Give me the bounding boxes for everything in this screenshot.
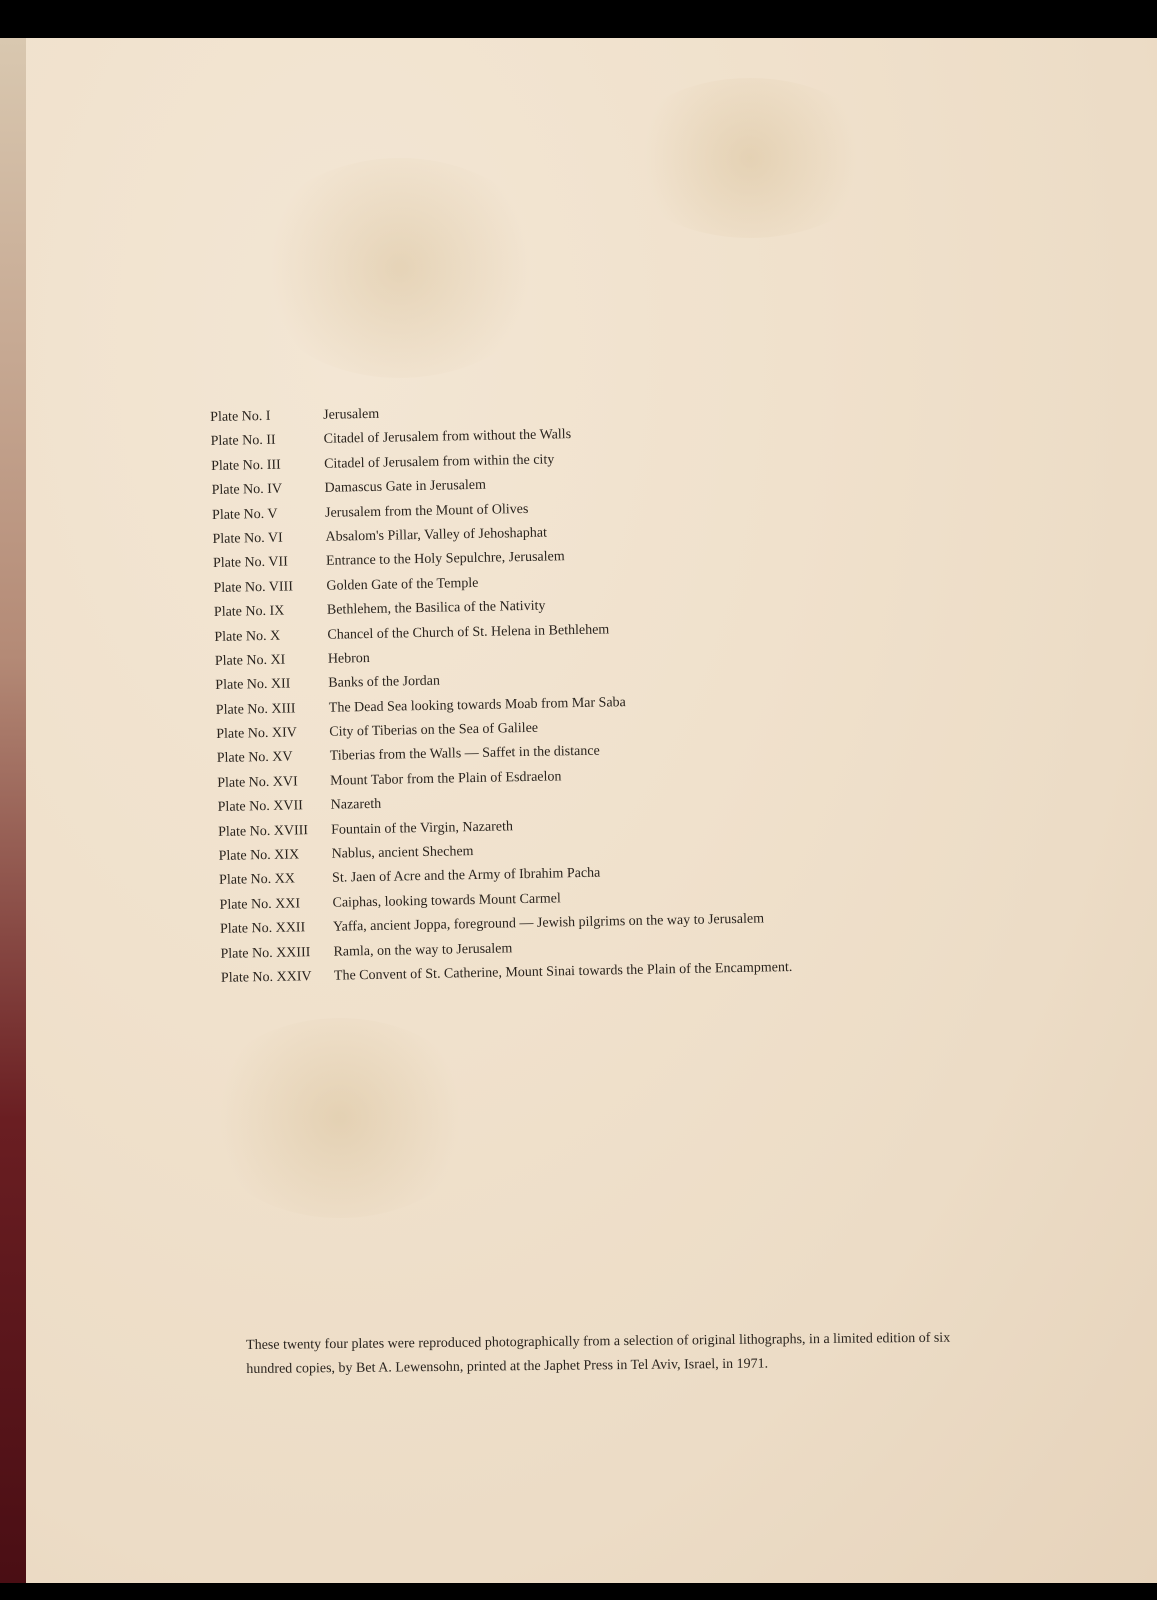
plate-title: Mount Tabor from the Plain of Esdraelon — [330, 769, 562, 789]
plate-title: Fountain of the Virgin, Nazareth — [331, 818, 514, 838]
plate-title: Tiberias from the Walls — Saffet in the distance — [329, 744, 600, 765]
plate-number: Plate No. XXIV — [220, 969, 312, 986]
plate-number: Plate No. VII — [212, 554, 288, 572]
colophon: These twenty four plates were reproduced photographically from a selection of original lithographs, in a limited edition of six hundred copies, by Bet A. Lewensohn, printed at the Japhet Press in Tel Aviv, Israel, in 1971. — [246, 1330, 951, 1377]
plate-title: Jerusalem from the Mount of Olives — [324, 501, 529, 521]
plate-title: Absalom's Pillar, Valley of Jehoshaphat — [325, 525, 548, 545]
plate-number: Plate No. IX — [213, 603, 285, 621]
plate-title: Citadel of Jerusalem from within the city — [323, 452, 555, 472]
paper-stain — [200, 1018, 480, 1218]
book-page — [0, 38, 1157, 1583]
plate-title: The Dead Sea looking towards Moab from Mar Saba — [328, 694, 626, 716]
plate-title: Ramla, on the way to Jerusalem — [333, 940, 513, 960]
plate-number: Plate No. II — [210, 433, 276, 450]
plate-number: Plate No. XVII — [217, 798, 303, 816]
plate-number: Plate No. X — [214, 628, 281, 645]
plate-title: Bethlehem, the Basilica of the Nativity — [326, 598, 546, 618]
plate-title: Chancel of the Church of St. Helena in Bethlehem — [327, 621, 610, 643]
plate-number: Plate No. XIX — [218, 847, 300, 864]
plate-number: Plate No. XV — [216, 749, 293, 767]
cover-edge — [0, 38, 26, 1583]
plate-number: Plate No. VI — [212, 530, 283, 547]
plate-title: Jerusalem — [323, 406, 380, 423]
plate-number: Plate No. XIV — [216, 725, 297, 743]
plate-title: Yaffa, ancient Joppa, foreground — Jewish pilgrims on the way to Jerusalem — [332, 911, 765, 935]
plate-title: Nazareth — [330, 797, 382, 814]
plate-number: Plate No. XII — [215, 676, 291, 694]
paper-stain — [620, 78, 880, 238]
plate-title: Entrance to the Holy Sepulchre, Jerusalem — [325, 549, 565, 570]
plate-title: Damascus Gate in Jerusalem — [324, 477, 487, 496]
plate-title: Golden Gate of the Temple — [326, 575, 479, 594]
plate-number: Plate No. I — [210, 408, 271, 425]
plate-title: St. Jaen of Acre and the Army of Ibrahim Pacha — [331, 866, 601, 887]
plate-number: Plate No. XI — [214, 652, 286, 669]
plate-number: Plate No. XVIII — [218, 822, 309, 840]
plate-number: Plate No. XIII — [215, 701, 296, 718]
plate-number: Plate No. V — [211, 506, 278, 523]
plate-number: Plate No. XXIII — [220, 944, 311, 962]
plate-number: Plate No. III — [211, 457, 281, 474]
plate-number: Plate No. IV — [211, 481, 283, 499]
plate-list — [210, 392, 961, 991]
plate-number: Plate No. XXI — [219, 896, 301, 913]
plate-number: Plate No. XX — [218, 871, 296, 889]
plate-title: The Convent of St. Catherine, Mount Sinai towards the Plain of the Encampment. — [333, 959, 793, 984]
plate-title: Banks of the Jordan — [328, 673, 441, 692]
plate-number: Plate No. VIII — [213, 579, 294, 596]
plate-title: City of Tiberias on the Sea of Galilee — [329, 720, 539, 740]
plate-title: Nablus, ancient Shechem — [331, 844, 474, 862]
plate-number: Plate No. XXII — [219, 920, 306, 938]
plate-number: Plate No. XVI — [217, 774, 298, 791]
plate-title: Citadel of Jerusalem from without the Walls — [323, 427, 572, 448]
paper-stain — [250, 158, 550, 378]
plate-title: Hebron — [327, 650, 371, 667]
plate-title: Caiphas, looking towards Mount Carmel — [332, 891, 561, 911]
